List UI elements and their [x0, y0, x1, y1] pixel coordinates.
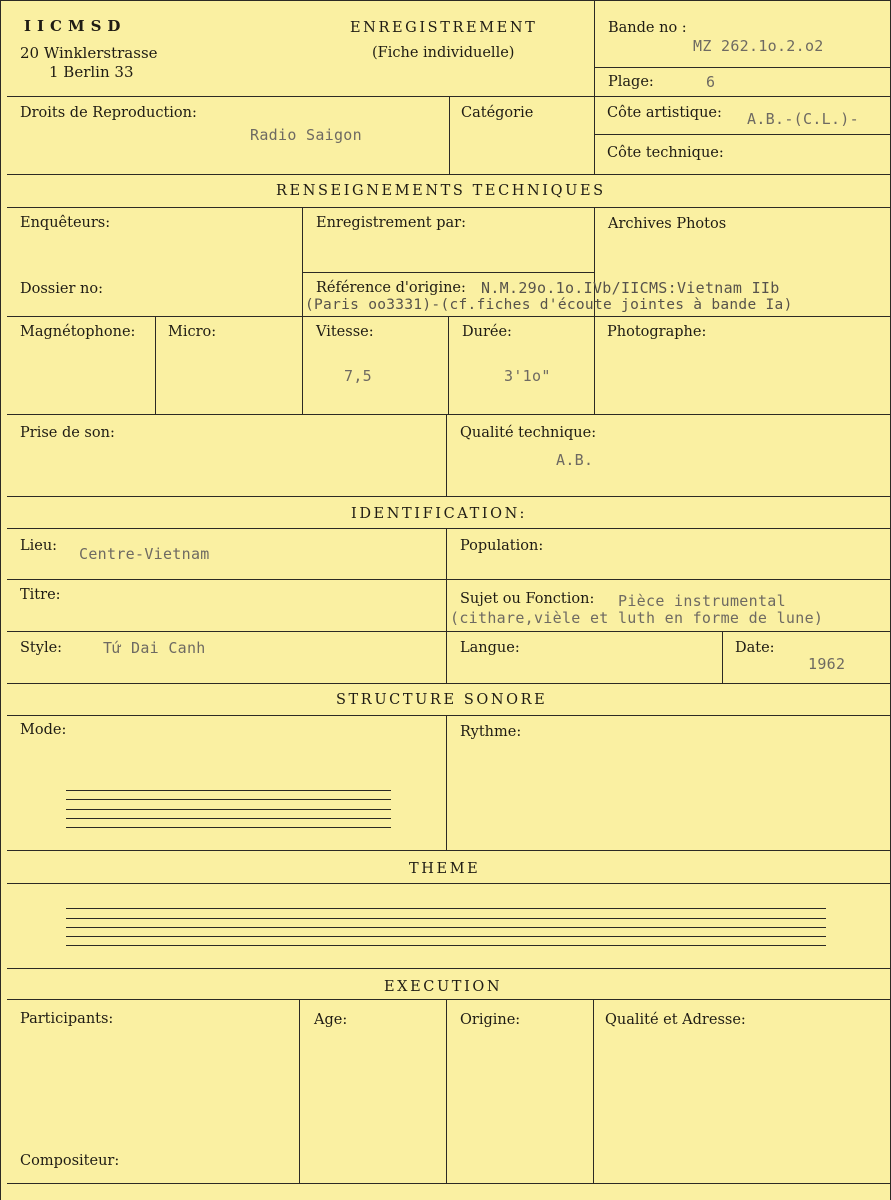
qualite-technique-label: Qualité technique:	[460, 425, 597, 441]
qualite-technique-value: A.B.	[556, 451, 594, 469]
vitesse-label: Vitesse:	[316, 324, 374, 340]
plage-value: 6	[706, 73, 716, 91]
enregistrement-par-label: Enregistrement par:	[316, 215, 466, 231]
section-theme: THEME	[409, 861, 481, 877]
rule-micro-divider	[155, 316, 156, 414]
staff-line	[66, 799, 391, 800]
sujet-value-line1: Pièce instrumental	[618, 592, 786, 610]
rule-top	[0, 0, 891, 1]
staff-line	[66, 927, 826, 928]
rule-techniques-bottom	[7, 207, 891, 208]
rule-exec-3	[593, 999, 594, 1183]
rule-ident-divider	[446, 528, 447, 683]
sujet-label: Sujet ou Fonction:	[460, 591, 595, 607]
micro-label: Micro:	[168, 324, 217, 340]
rule-theme-bottom	[7, 883, 891, 884]
rule-execution-bottom	[7, 999, 891, 1000]
style-value: Tứ Dai Canh	[103, 639, 206, 657]
reference-value-line2: (Paris oo3331)-(cf.fiches d'écoute jointes à bande Ia)	[305, 297, 793, 313]
reference-value-line1: N.M.29o.1o.IVb/IICMS:Vietnam IIb	[481, 279, 780, 297]
magnetophone-label: Magnétophone:	[20, 324, 136, 340]
date-value: 1962	[808, 655, 846, 673]
photographe-label: Photographe:	[607, 324, 707, 340]
rule-categorie-divider	[449, 96, 450, 174]
staff-line	[66, 918, 826, 919]
rule-theme-top	[7, 850, 891, 851]
cote-artistique-label: Côte artistique:	[607, 105, 722, 121]
rule-titre-bottom	[7, 631, 891, 632]
staff-line	[66, 945, 826, 946]
rythme-label: Rythme:	[460, 724, 522, 740]
section-techniques: RENSEIGNEMENTS TECHNIQUES	[276, 183, 606, 199]
cote-technique-label: Côte technique:	[607, 145, 724, 161]
rule-left	[0, 0, 1, 1200]
form-subtitle: (Fiche individuelle)	[372, 45, 515, 61]
droits-label: Droits de Reproduction:	[20, 105, 197, 121]
rule-bande-plage	[594, 67, 891, 68]
vitesse-value: 7,5	[344, 367, 372, 385]
staff-line	[66, 809, 391, 810]
rule-cote	[594, 134, 891, 135]
plage-label: Plage:	[608, 74, 654, 90]
rule-structure-bottom	[7, 715, 891, 716]
section-execution: EXECUTION	[384, 979, 503, 995]
reference-label: Référence d'origine:	[316, 280, 466, 296]
rule-identification-top	[7, 496, 891, 497]
staff-line	[66, 908, 826, 909]
mode-label: Mode:	[20, 722, 67, 738]
staff-line	[66, 790, 391, 791]
section-structure: STRUCTURE SONORE	[336, 692, 548, 708]
staff-line	[66, 827, 391, 828]
rule-execution-top	[7, 968, 891, 969]
rule-style-bottom	[7, 683, 891, 684]
archives-photos-label: Archives Photos	[608, 216, 727, 232]
rule-identification-bottom	[7, 528, 891, 529]
population-label: Population:	[460, 538, 544, 554]
langue-label: Langue:	[460, 640, 520, 656]
org-city: 1 Berlin 33	[49, 63, 134, 81]
lieu-value: Centre-Vietnam	[79, 545, 210, 563]
rule-tech-mid	[302, 207, 303, 414]
rule-techniques-top	[7, 174, 891, 175]
org-street: 20 Winklerstrasse	[20, 44, 158, 62]
rule-dossier-bottom	[7, 316, 891, 317]
participants-label: Participants:	[20, 1011, 114, 1027]
bande-label: Bande no :	[608, 20, 687, 36]
rule-lieu-bottom	[7, 579, 891, 580]
staff-line	[66, 818, 391, 819]
titre-label: Titre:	[20, 587, 61, 603]
rule-bottom	[7, 1183, 891, 1184]
date-label: Date:	[735, 640, 775, 656]
bande-value: MZ 262.1o.2.o2	[693, 37, 824, 55]
staff-line	[66, 936, 826, 937]
section-identification: IDENTIFICATION:	[351, 506, 527, 522]
enqueteurs-label: Enquêteurs:	[20, 215, 111, 231]
rule-exec-1	[299, 999, 300, 1183]
rule-vitesse-divider	[448, 316, 449, 414]
cote-artistique-value: A.B.-(C.L.)-	[747, 110, 859, 128]
qualite-adresse-label: Qualité et Adresse:	[605, 1012, 746, 1028]
rule-enregistrement	[302, 272, 595, 273]
dossier-label: Dossier no:	[20, 281, 103, 297]
categorie-label: Catégorie	[461, 105, 534, 121]
rule-exec-2	[446, 999, 447, 1183]
duree-value: 3'1o"	[504, 367, 551, 385]
prise-de-son-label: Prise de son:	[20, 425, 115, 441]
rule-structure-divider	[446, 715, 447, 850]
rule-vitesse-bottom	[7, 414, 891, 415]
rule-date-divider	[722, 631, 723, 683]
rule-header-divider	[594, 0, 595, 174]
rule-prise-divider	[446, 414, 447, 496]
lieu-label: Lieu:	[20, 538, 58, 554]
sujet-value-line2: (cithare,vièle et luth en forme de lune)	[450, 609, 824, 627]
org-logo: IICMSD	[24, 17, 127, 35]
droits-value: Radio Saigon	[250, 126, 362, 144]
style-label: Style:	[20, 640, 63, 656]
origine-label: Origine:	[460, 1012, 521, 1028]
form-title: ENREGISTREMENT	[350, 20, 538, 36]
duree-label: Durée:	[462, 324, 512, 340]
compositeur-label: Compositeur:	[20, 1153, 120, 1169]
age-label: Age:	[314, 1012, 348, 1028]
